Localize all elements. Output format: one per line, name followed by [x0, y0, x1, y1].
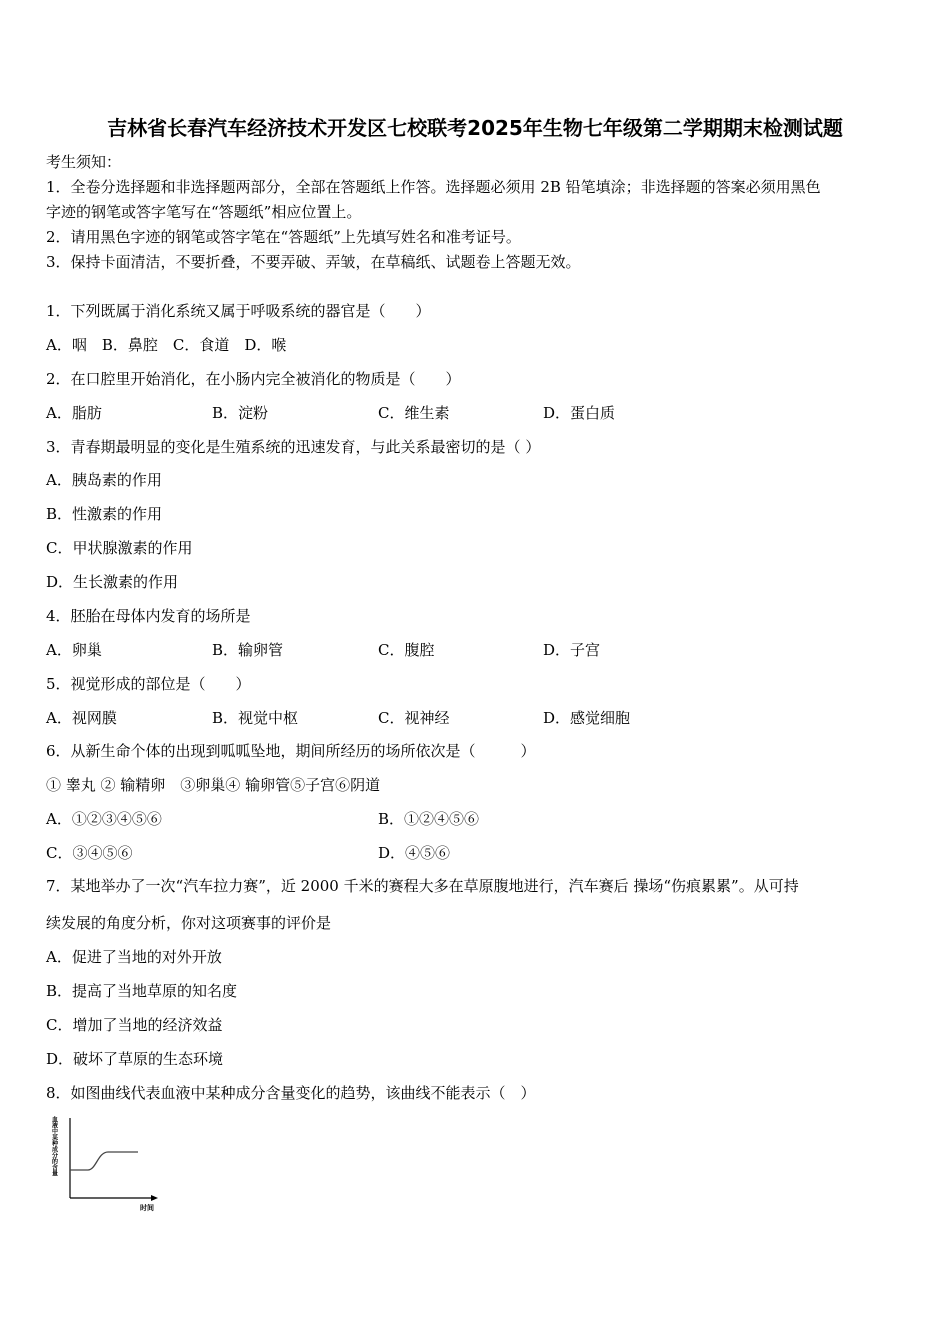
q3-stem: 3．青春期最明显的变化是生殖系统的迅速发育，与此关系最密切的是（ ） [46, 438, 541, 456]
q8-curve-figure [50, 1114, 164, 1214]
q8-figure-curve [70, 1152, 138, 1170]
q5-stem: 5．视觉形成的部位是（ ） [46, 675, 251, 693]
q8-figure-x-arrow [151, 1195, 158, 1201]
q8-stem: 8．如图曲线代表血液中某种成分含量变化的趋势，该曲线不能表示（ ） [46, 1084, 536, 1102]
q5-option-b: B．视觉中枢 [212, 709, 299, 727]
q6-stem: 6．从新生命个体的出现到呱呱坠地，期间所经历的场所依次是（ ） [46, 742, 536, 760]
notice-item-1-cont: 字迹的钢笔或答字笔写在“答题纸”相应位置上。 [46, 203, 362, 221]
q4-option-b: B．输卵管 [212, 641, 284, 659]
q6-option-d: D．④⑤⑥ [378, 844, 451, 862]
q2-option-d: D．蛋白质 [543, 404, 616, 422]
q2-option-a: A．脂肪 [46, 404, 102, 422]
q5-option-c: C．视神经 [378, 709, 450, 727]
q7-stem-line1: 7．某地举办了一次“汽车拉力赛”，近 2000 千米的赛程大多在草原腹地进行，汽车赛后 操场“伤痕累累”。从可持 [46, 877, 799, 895]
q4-option-d: D．子宫 [543, 641, 601, 659]
page-title: 吉林省长春汽车经济技术开发区七校联考2025年生物七年级第二学期期末检测试题 [107, 116, 843, 140]
q2-option-b: B．淀粉 [212, 404, 269, 422]
notice-heading: 考生须知： [46, 153, 122, 171]
q4-stem: 4．胚胎在母体内发育的场所是 [46, 607, 251, 625]
q4-option-c: C．腹腔 [378, 641, 435, 659]
q3-option-c: C．甲状腺激素的作用 [46, 539, 193, 557]
q7-option-b: B．提高了当地草原的知名度 [46, 982, 238, 1000]
q7-option-d: D．破坏了草原的生态环境 [46, 1050, 224, 1068]
q7-option-c: C．增加了当地的经济效益 [46, 1016, 223, 1034]
q1-options: A．咽 B．鼻腔 C．食道 D．喉 [46, 336, 287, 354]
q3-option-b: B．性激素的作用 [46, 505, 163, 523]
q3-option-a: A．胰岛素的作用 [46, 471, 162, 489]
q7-option-a: A．促进了当地的对外开放 [46, 948, 222, 966]
q6-sequence: ① 睾丸 ② 输精卵 ③卵巢④ 输卵管⑤子宫⑥阴道 [46, 776, 381, 794]
notice-item-1: 1．全卷分选择题和非选择题两部分，全部在答题纸上作答。选择题必须用 2B 铅笔填涂；非选择题的答案必须用黑色 [46, 178, 821, 196]
q1-stem: 1．下列既属于消化系统又属于呼吸系统的器官是（ ） [46, 302, 431, 320]
q6-option-b: B．①②④⑤⑥ [378, 810, 480, 828]
q6-option-c: C．③④⑤⑥ [46, 844, 133, 862]
notice-item-2: 2．请用黑色字迹的钢笔或答字笔在“答题纸”上先填写姓名和准考证号。 [46, 228, 521, 246]
q3-option-d: D．生长激素的作用 [46, 573, 179, 591]
q8-figure-ylabel: 血液中某种成分的含量 [50, 1116, 58, 1176]
q2-option-c: C．维生素 [378, 404, 450, 422]
q2-stem: 2．在口腔里开始消化，在小肠内完全被消化的物质是（ ） [46, 370, 461, 388]
notice-item-3: 3．保持卡面清洁，不要折叠，不要弄破、弄皱，在草稿纸、试题卷上答题无效。 [46, 253, 581, 271]
q5-option-d: D．感觉细胞 [543, 709, 631, 727]
q5-option-a: A．视网膜 [46, 709, 117, 727]
q4-option-a: A．卵巢 [46, 641, 102, 659]
q7-stem-line2: 续发展的角度分析，你对这项赛事的评价是 [46, 914, 332, 932]
q6-option-a: A．①②③④⑤⑥ [46, 810, 162, 828]
q8-figure-xlabel: 时间 [140, 1204, 154, 1212]
